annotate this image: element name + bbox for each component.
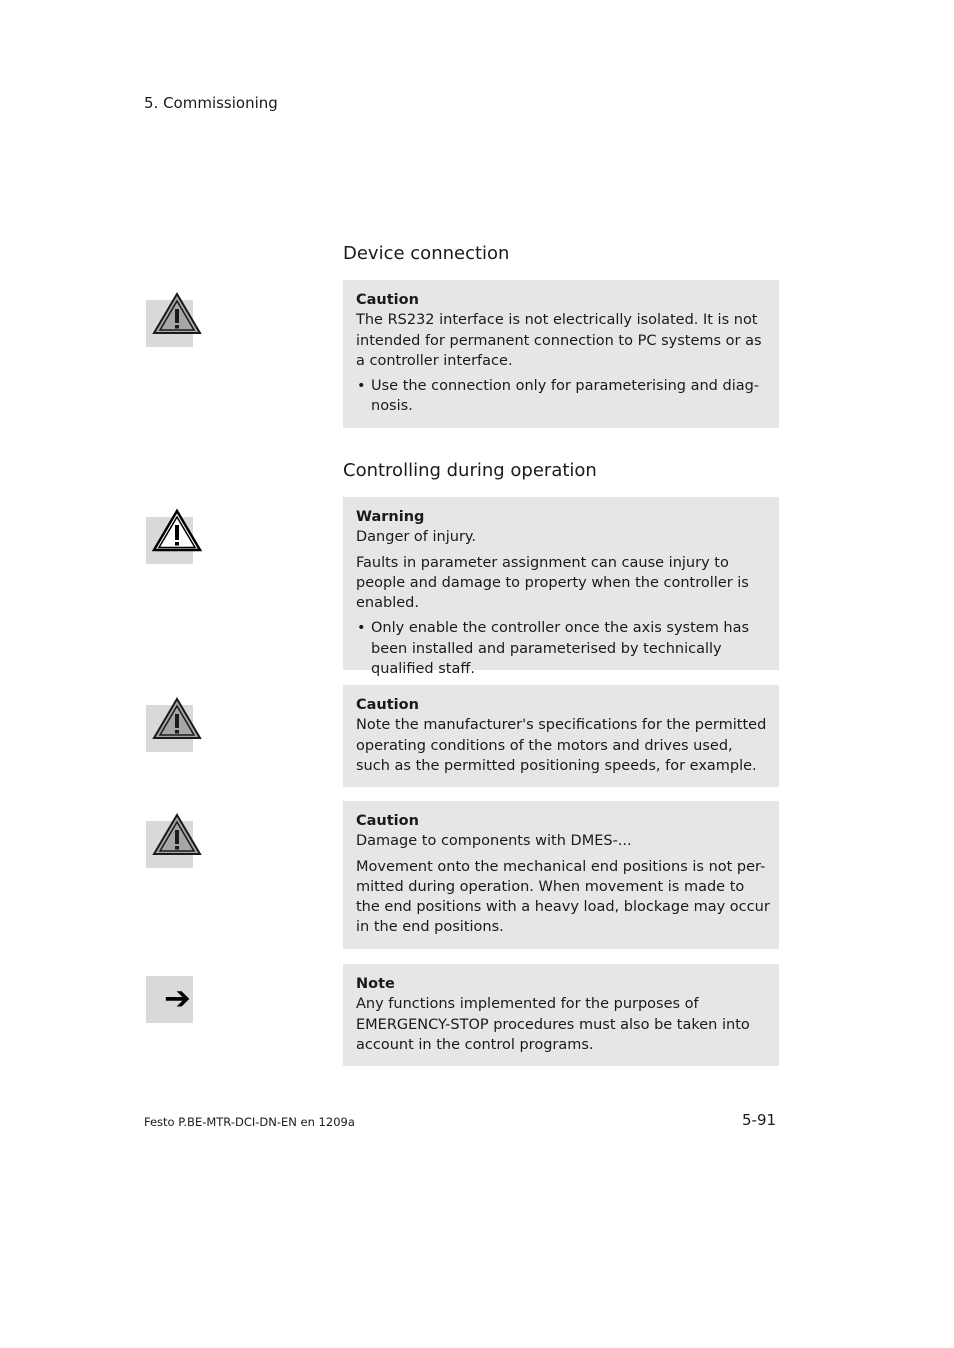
chapter-header: 5. Commissioning xyxy=(144,94,278,112)
notice-bullet-list xyxy=(356,376,771,417)
notice-bullet: • Use the connection only for parameterising and diag-nosis. xyxy=(356,376,771,417)
notice-kind: Warning xyxy=(356,509,425,525)
arrow-right-icon: ➔ xyxy=(164,979,191,1017)
caution-box-end-positions xyxy=(343,801,779,949)
caution-icon-box xyxy=(146,300,193,347)
notice-paragraph: Note the manufacturer's specifications for the permitted operating conditions of the motors and drives used, such as the permitted positioning speeds, for example. xyxy=(356,717,767,774)
caution-triangle-icon xyxy=(153,292,201,340)
notice-paragraph: Danger of injury. xyxy=(356,529,477,546)
notice-bullet: • Only enable the controller once the axis system has been installed and parameterised by technically qualified staff. xyxy=(356,618,771,679)
caution-icon-box xyxy=(146,705,193,752)
caution-triangle-icon xyxy=(153,697,201,745)
section-heading-device-connection: Device connection xyxy=(343,243,510,264)
notice-paragraph: Movement onto the mechanical end positions is not per-mitted during operation. When movement is made to the end positions with a heavy load, blockage may occur in the end positions. xyxy=(356,858,770,936)
section-heading-controlling-during-operation: Controlling during operation xyxy=(343,460,597,481)
notice-paragraph: Any functions implemented for the purposes of EMERGENCY-STOP procedures must also be taken into account in the control programs. xyxy=(356,996,750,1053)
caution-box-manufacturer-specs xyxy=(343,685,779,787)
notice-kind: Note xyxy=(356,976,395,992)
notice-bullet-list xyxy=(356,618,771,679)
warning-icon-box xyxy=(146,517,193,564)
note-box-emergency-stop xyxy=(343,964,779,1066)
notice-paragraph: Faults in parameter assignment can cause injury to people and damage to property when the controller is enabled. xyxy=(356,554,749,612)
notice-paragraph: Damage to components with DMES-... xyxy=(356,833,632,850)
warning-triangle-icon xyxy=(153,509,201,557)
footer-page-number: 5-91 xyxy=(742,1111,777,1129)
warning-box-injury xyxy=(343,497,779,678)
caution-icon-box xyxy=(146,821,193,868)
note-icon-box xyxy=(146,976,193,1023)
notice-kind: Caution xyxy=(356,697,419,713)
caution-box-rs232 xyxy=(343,280,779,428)
caution-triangle-icon xyxy=(153,813,201,861)
notice-paragraph: The RS232 interface is not electrically isolated. It is not intended for permanent connection to PC systems or as a controller interface. xyxy=(356,312,762,369)
notice-kind: Caution xyxy=(356,292,419,308)
notice-kind: Caution xyxy=(356,813,419,829)
footer-document-id: Festo P.BE-MTR-DCI-DN-EN en 1209a xyxy=(144,1115,355,1129)
